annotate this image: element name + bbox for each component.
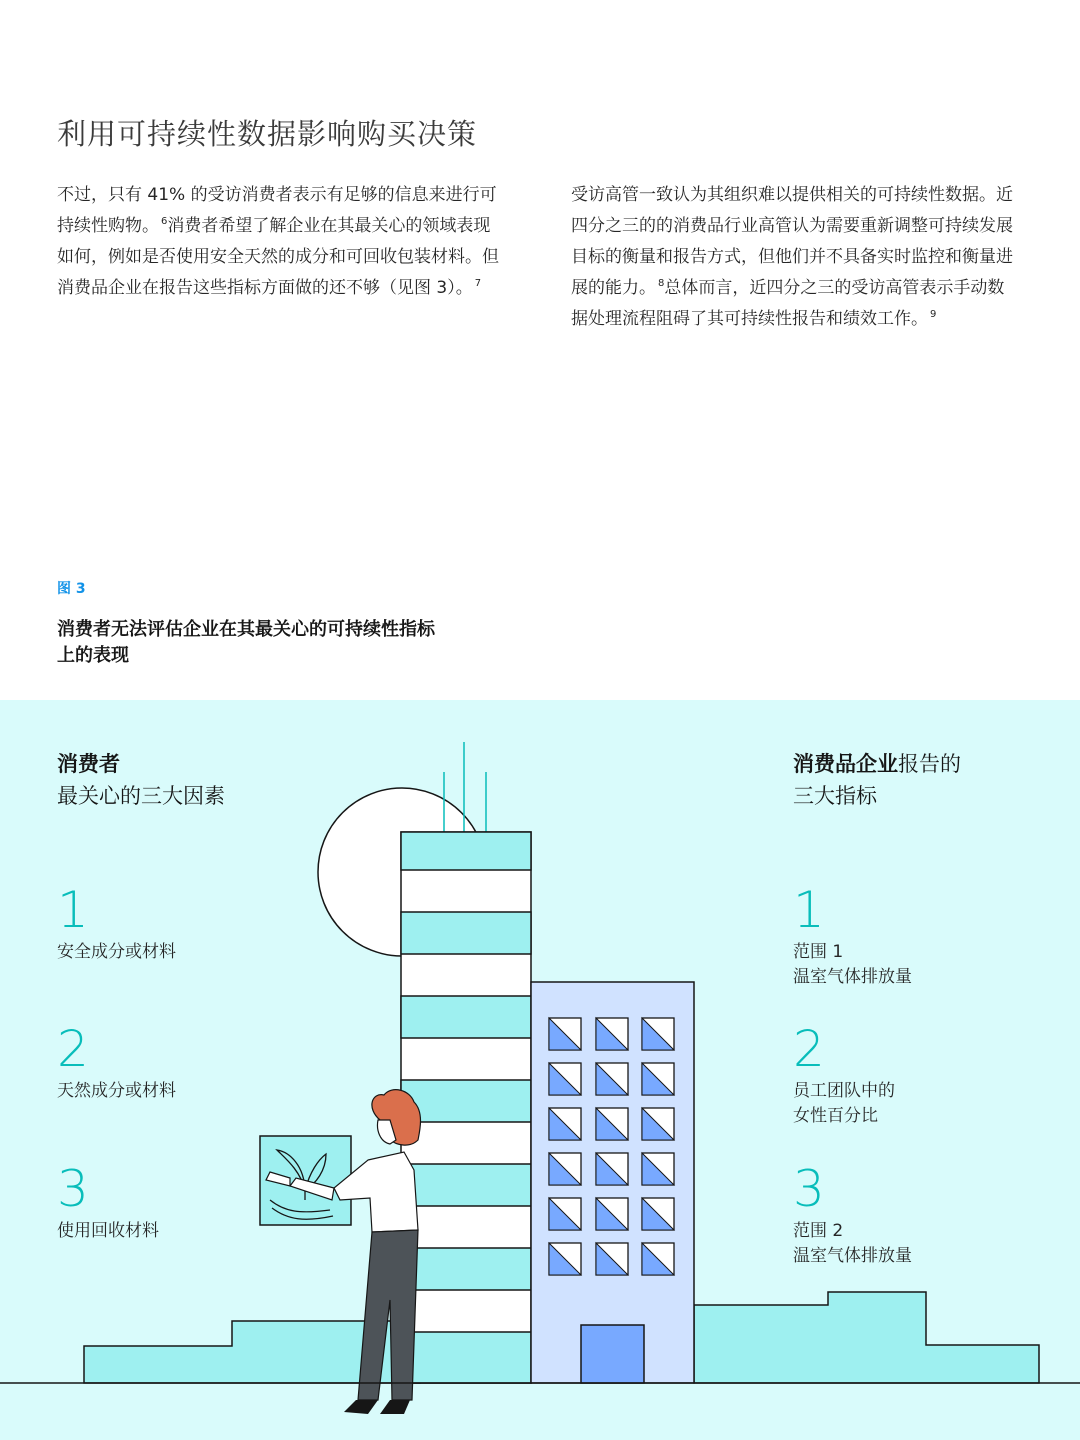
- metric-label-line2: 温室气体排放量: [793, 967, 912, 987]
- consumer-factors-column: [57, 748, 225, 1241]
- footnote-ref[interactable]: 7: [474, 278, 482, 290]
- striped-tower: [401, 832, 531, 1383]
- company-column-title-bold: 消费品企业: [793, 752, 898, 776]
- skyline-right: [694, 1292, 1039, 1383]
- company-metric-3: [793, 1161, 912, 1269]
- body-paragraph-left: [57, 180, 505, 304]
- body-paragraph-right: [571, 180, 1019, 335]
- paragraph-text: 消费者希望了解企业在其最关心的领域表现如何，例如是否使用安全天然的成分和可回收包装材料。但消费品企业在报告这些指标方面做的还不够（见图 3）。: [57, 216, 499, 298]
- factor-number: 3: [57, 1160, 89, 1218]
- paragraph-text: 不过，只有 41% 的受访消费者表示有足够的信息来进行可持续性购物。: [57, 185, 497, 236]
- consumer-factor-1: [57, 882, 176, 965]
- figure-label: 图 3: [57, 581, 86, 597]
- company-column-title: [793, 748, 961, 780]
- metric-label-line1: 范围 1: [793, 942, 844, 962]
- company-column-subtitle: 三大指标: [793, 784, 877, 808]
- metric-number: 3: [793, 1160, 825, 1218]
- figure-title: 消费者无法评估企业在其最关心的可持续性指标上的表现: [57, 619, 435, 666]
- metric-number: 2: [793, 1020, 825, 1078]
- paragraph-text: 总体而言，近四分之三的受访高管表示手动数据处理流程阻碍了其可持续性报告和绩效工作。: [571, 278, 1005, 329]
- consumer-column-title: 消费者: [57, 752, 120, 776]
- page-heading: 利用可持续性数据影响购买决策: [57, 117, 478, 151]
- factor-number: 1: [57, 881, 89, 939]
- company-column-title-rest: 报告的: [898, 752, 961, 776]
- paragraph-text: 受访高管一致认为其组织难以提供相关的可持续性数据。近四分之三的的消费品行业高管认为需要重新调整可持续发展目标的衡量和报告方式，但他们并不具备实时监控和衡量进展的能力。: [571, 185, 1013, 298]
- consumer-factor-3: [57, 1161, 159, 1244]
- metric-number: 1: [793, 881, 825, 939]
- consumer-column-subtitle: 最关心的三大因素: [57, 784, 225, 808]
- company-metric-1: [793, 882, 912, 990]
- office-building: [531, 982, 694, 1383]
- metric-label-line1: 员工团队中的: [793, 1081, 895, 1101]
- factor-label: 天然成分或材料: [57, 1081, 176, 1101]
- metric-label-line1: 范围 2: [793, 1221, 844, 1241]
- company-metric-2: [793, 1021, 895, 1129]
- footnote-ref[interactable]: 8: [658, 278, 665, 290]
- factor-label: 安全成分或材料: [57, 942, 176, 962]
- building-door: [581, 1325, 644, 1383]
- factor-label: 使用回收材料: [57, 1221, 159, 1241]
- factor-number: 2: [57, 1020, 89, 1078]
- footnote-ref[interactable]: 6: [161, 216, 168, 228]
- footnote-ref[interactable]: 9: [930, 309, 937, 321]
- metric-label-line2: 温室气体排放量: [793, 1246, 912, 1266]
- figure-panel: [0, 700, 1080, 1440]
- company-metrics-column: [793, 748, 961, 1266]
- metric-label-line2: 女性百分比: [793, 1106, 878, 1126]
- consumer-factor-2: [57, 1021, 176, 1104]
